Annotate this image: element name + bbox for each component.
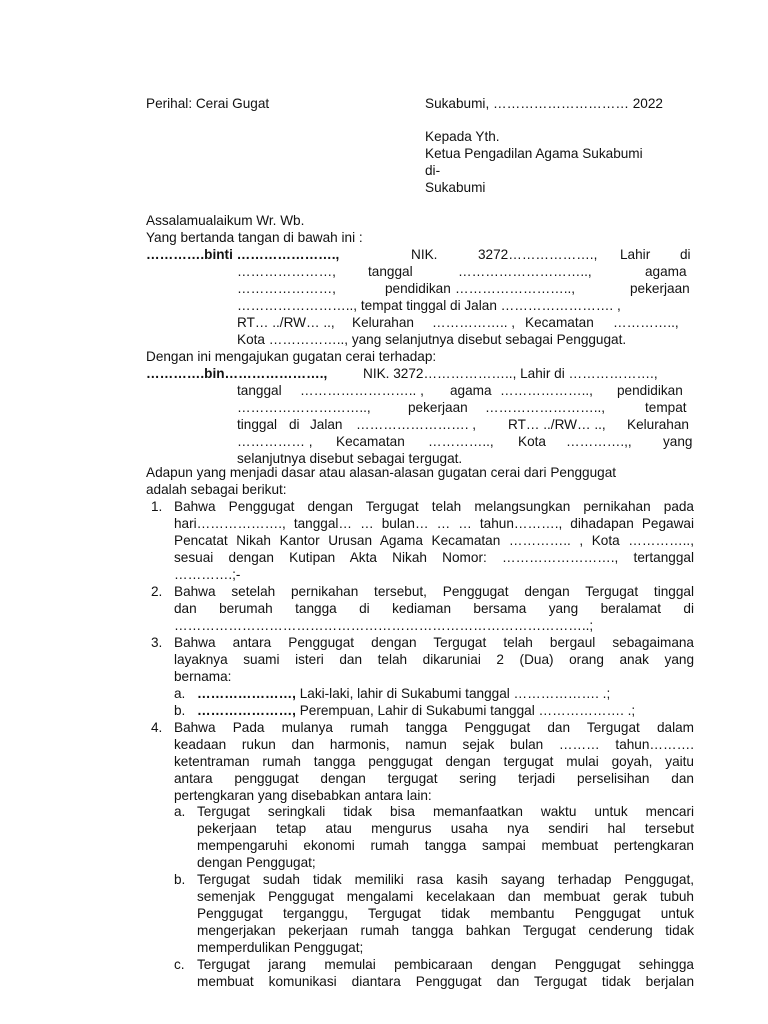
sub-item-letter: c. [174, 957, 185, 972]
penggugat-field: Kelurahan [352, 315, 414, 330]
sub-item-line: Penggugat terganggu, Tergugat tidak membantu Penggugat untuk [197, 906, 694, 921]
sub-item-line: pekerjaan tetap atau mengurus usaha nya sendiri hal tersebut [197, 821, 694, 836]
item-4-line: antara penggugat dengan tergugat sering terjadi perselisihan dan [174, 771, 694, 786]
salutation: Assalamualaikum Wr. Wb. [146, 213, 305, 228]
tergugat-field: tinggal [237, 417, 278, 432]
tergugat-field: …………… , [237, 434, 313, 449]
recipient-greeting: Kepada Yth. [425, 129, 500, 144]
tergugat-nik: NIK. 3272……………….., Lahir di ………………., [363, 366, 658, 381]
penggugat-lahir-label: Lahir [620, 247, 651, 262]
item-number: 2. [151, 584, 163, 599]
penggugat-field: RT… ../RW… .., [237, 315, 335, 330]
penggugat-field: pekerjaan [630, 281, 690, 296]
sub-item-line: Tergugat sudah tidak memiliki rasa kasih sayang terhadap Penggugat, [197, 872, 694, 887]
sub-item-letter: b. [174, 872, 186, 887]
sub-item-line: memperdulikan Penggugat; [197, 940, 364, 955]
sub-item-letter: b. [174, 703, 186, 718]
item-4-line: keadaan rukun dan harmonis, namun sejak bulan ……… tahun………. [174, 737, 694, 752]
item-number: 4. [151, 720, 163, 735]
tergugat-field: agama [450, 383, 492, 398]
item-4-line: pertengkaran yang disebabkan antara lain: [174, 788, 432, 803]
tergugat-field: pekerjaan [408, 400, 468, 415]
tergugat-intro: Dengan ini mengajukan gugatan cerai terhadap: [146, 349, 437, 364]
tergugat-field: Kelurahan [627, 417, 689, 432]
item-1-line: Bahwa Penggugat dengan Tergugat telah melangsungkan pernikahan pada [174, 499, 694, 514]
item-2-line: Bahwa setelah pernikahan tersebut, Penggugat dengan Tergugat tinggal [174, 584, 694, 599]
item-1-line: ………….;- [174, 567, 241, 582]
penggugat-field: …………………, [237, 264, 336, 279]
item-1-line: Pencatat Nikah Kantor Urusan Agama Kecamatan ………….. , Kota ………….., [174, 533, 694, 548]
dasar-line-1: Adapun yang menjadi dasar atau alasan-alasan gugatan cerai dari Penggugat [146, 465, 617, 480]
tergugat-field: tanggal [237, 383, 282, 398]
sub-item-line: Tergugat jarang memulai pembicaraan dengan Penggugat sehingga [197, 957, 694, 972]
tergugat-field: ………….,, [566, 434, 632, 449]
tergugat-field: Kota [518, 434, 546, 449]
penggugat-name: ………….binti …………………., [146, 247, 340, 262]
tergugat-field: di [289, 417, 300, 432]
tergugat-field: …………………….., [485, 400, 606, 415]
dasar-line-2: adalah sebagai berikut: [146, 482, 287, 497]
tergugat-field: Jalan [310, 417, 343, 432]
sub-item-line: mempengaruhi ekonomi rumah tangga sampai membuat pertengkaran [197, 838, 694, 853]
sub-item-line: semenjak Penggugat mengalami kecelakaan dan membuat gerak tubuh [197, 889, 694, 904]
item-number: 1. [151, 499, 163, 514]
sub-item-line: Tergugat seringkali tidak bisa memanfaatkan waktu untuk mencari [197, 804, 694, 819]
item-1-line: hari………………., tanggal… … bulan… … … tahun………., dihadapan Pegawai [174, 516, 694, 531]
penggugat-closing: Kota …………….., yang selanjutnya disebut sebagai Penggugat. [237, 332, 627, 347]
penggugat-address: …………………….., tempat tinggal di Jalan ……………………. , [237, 298, 621, 313]
sub-item-letter: a. [174, 804, 186, 819]
item-3-line: bernama: [174, 669, 232, 684]
tergugat-name: ………….bin…………………., [146, 366, 328, 381]
tergugat-field: ……………….., [500, 383, 593, 398]
penggugat-nik-label: NIK. [411, 247, 438, 262]
tergugat-field: Kecamatan [336, 434, 405, 449]
child-1: …………………, Laki-laki, lahir di Sukabumi tanggal ………………. .; [197, 686, 611, 701]
penggugat-field: agama [645, 264, 687, 279]
intro-line: Yang bertanda tangan di bawah ini : [146, 230, 363, 245]
penggugat-field: tanggal [368, 264, 413, 279]
penggugat-field: …………………….., [455, 281, 576, 296]
tergugat-field: ……………………….., [237, 400, 371, 415]
tergugat-field: pendidikan [617, 383, 683, 398]
penggugat-field: …………………, [237, 281, 336, 296]
penggugat-field: ………….., [613, 315, 679, 330]
tergugat-field: ……………………. , [356, 417, 477, 432]
tergugat-field: …………………….. , [300, 383, 424, 398]
tergugat-closing: selanjutnya disebut sebagai tergugat. [237, 451, 463, 466]
item-4-line: Bahwa Pada mulanya rumah tangga Penggugat dan Tergugat dalam [174, 720, 694, 735]
recipient-title: Ketua Pengadilan Agama Sukabumi [425, 146, 643, 161]
tergugat-field: ………….., [428, 434, 494, 449]
item-2-line: dan berumah tangga di kediaman bersama yang beralamat di [174, 601, 694, 616]
item-number: 3. [151, 635, 163, 650]
penggugat-field: pendidikan [385, 281, 451, 296]
penggugat-field: ……………………….., [458, 264, 592, 279]
penggugat-di-label: di [680, 247, 691, 262]
item-4-line: ketentraman rumah tangga penggugat dengan tergugat mulai goyah, yaitu [174, 754, 694, 769]
item-1-line: sesuai dengan Kutipan Akta Nikah Nomor: ……………………., tertanggal [174, 550, 694, 565]
item-2-line: ………………………………………………………………………………..; [174, 618, 594, 633]
item-3-line: Bahwa antara Penggugat dengan Tergugat telah bergaul sebagaimana [174, 635, 694, 650]
recipient-di: di- [425, 163, 441, 178]
sub-item-line: dengan Penggugat; [197, 855, 316, 870]
sub-item-line: membuat komunikasi diantara Penggugat dan Tergugat tidak berjalan [197, 974, 694, 989]
tergugat-field: yang [663, 434, 693, 449]
subject-line: Perihal: Cerai Gugat [146, 96, 270, 111]
penggugat-field: Kecamatan [525, 315, 594, 330]
sub-item-line: mengerjakan pekerjaan rumah tangga bahkan Tergugat cenderung tidak [197, 923, 694, 938]
penggugat-nik-value: 3272………………., [478, 247, 598, 262]
item-3-line: layaknya suami isteri dan telah dikaruniai 2 (Dua) orang anak yang [174, 652, 694, 667]
recipient-city: Sukabumi [425, 180, 486, 195]
tergugat-field: RT… ../RW… .., [508, 417, 606, 432]
penggugat-field: …………….. , [432, 315, 516, 330]
tergugat-field: tempat [645, 400, 687, 415]
child-2: …………………, Perempuan, Lahir di Sukabumi tanggal ………………. .; [197, 703, 636, 718]
place-date: Sukabumi, ………………………… 2022 [425, 96, 663, 111]
sub-item-letter: a. [174, 686, 186, 701]
